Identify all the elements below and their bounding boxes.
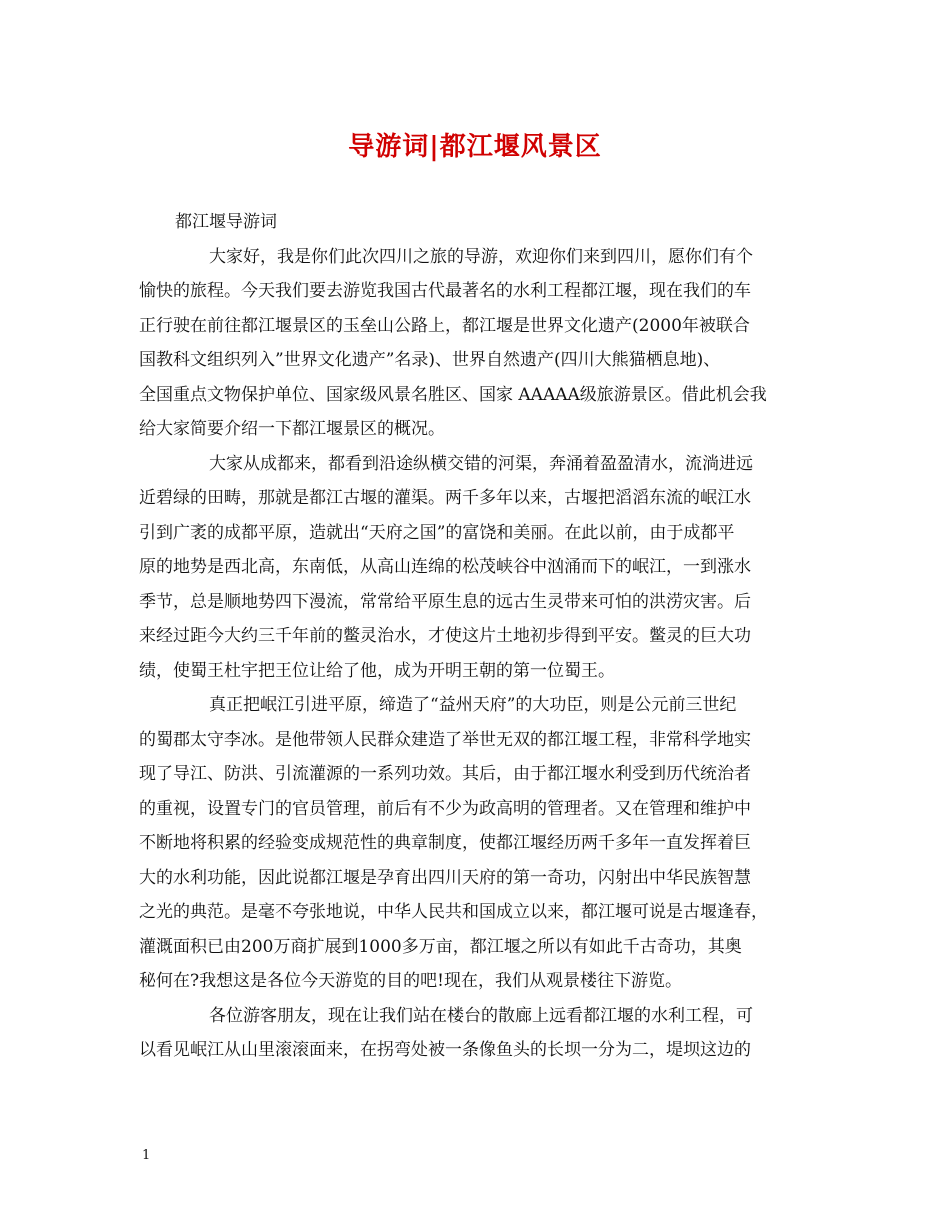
document-subtitle: 都江堰导游词 (175, 212, 277, 232)
text-line: 的重视，设置专门的官员管理，前后有不少为政高明的管理者。又在管理和维护中 (139, 798, 751, 819)
text-line: 各位游客朋友，现在让我们站在楼台的散廊上远看都江堰的水利工程，可 (209, 1005, 753, 1026)
text-line: 不断地将积累的经验变成规范性的典章制度，使都江堰经历两千多年一直发挥着巨 (139, 833, 751, 853)
text-line: 以看见岷江从山里滚滚面来，在拐弯处被一条像鱼头的长坝一分为二，堤坝这边的 (139, 1040, 751, 1060)
text-line: 国教科文组织列入”世界文化遗产”名录)、世界自然遗产(四川大熊猫栖息地)、 (139, 350, 721, 370)
text-line: 绩，使蜀王杜宇把王位让给了他，成为开明王朝的第一位蜀王。 (139, 660, 615, 681)
text-line: 原的地势是西北高，东南低，从高山连绵的松茂峡谷中汹涌而下的岷江，一到涨水 (139, 557, 751, 577)
text-line: 大的水利功能，因此说都江堰是孕育出四川天府的第一奇功，闪射出中华民族智慧 (139, 867, 751, 888)
text-line: 现了导江、防洪、引流灌源的一系列功效。其后，由于都江堰水利受到历代统治者 (139, 764, 751, 784)
text-line: 来经过距今大约三千年前的鳖灵治水，才使这片土地初步得到平安。鳖灵的巨大功 (139, 626, 751, 646)
text-line: 秘何在?我想这是各位今天游览的目的吧!现在，我们从观景楼往下游览。 (139, 971, 682, 991)
paragraph-4 (139, 999, 813, 1068)
paragraph-1 (139, 240, 813, 447)
text-line: 愉快的旅程。今天我们要去游览我国古代最著名的水利工程都江堰，现在我们的车 (139, 281, 751, 301)
text-line: 大家从成都来，都看到沿途纵横交错的河渠，奔涌着盈盈清水，流淌进远 (209, 453, 753, 474)
text-line: 的蜀郡太守李冰。是他带领人民群众建造了举世无双的都江堰工程，非常科学地实 (139, 729, 751, 750)
text-line: 近碧绿的田畴，那就是都江古堰的灌渠。两千多年以来，古堰把滔滔东流的岷江水 (139, 488, 751, 508)
text-line: 灌溉面积已由200万商扩展到1000多万亩，都江堰之所以有如此千古奇功，其奥 (139, 936, 742, 957)
document-title: 导游词|都江堰风景区 (348, 132, 602, 162)
text-line: 大家好，我是你们此次四川之旅的导游，欢迎你们来到四川，愿你们有个 (209, 246, 753, 267)
text-line: 全国重点文物保护单位、国家级风景名胜区、国家 AAAAA级旅游景区。借此机会我 (139, 384, 767, 405)
text-line: 真正把岷江引进平原，缔造了“益州天府”的大功臣，则是公元前三世纪 (209, 695, 737, 715)
paragraph-3 (139, 688, 813, 999)
text-line: 之光的典范。是毫不夸张地说，中华人民共和国成立以来，都江堰可说是古堰逢春， (139, 902, 768, 922)
text-line: 给大家简要介绍一下都江堰景区的概况。 (139, 419, 445, 439)
text-line: 季节，总是顺地势四下漫流，常常给平原生息的远古生灵带来可怕的洪涝灾害。后 (139, 591, 751, 612)
page-number: 1 (142, 1148, 151, 1163)
document-body (139, 205, 813, 1068)
text-line: 引到广袤的成都平原，造就出“天府之国”的富饶和美丽。在此以前，由于成都平 (139, 522, 735, 543)
paragraph-2 (139, 447, 813, 689)
text-line: 正行驶在前往都江堰景区的玉垒山公路上，都江堰是世界文化遗产(2000年被联合 (139, 315, 750, 336)
